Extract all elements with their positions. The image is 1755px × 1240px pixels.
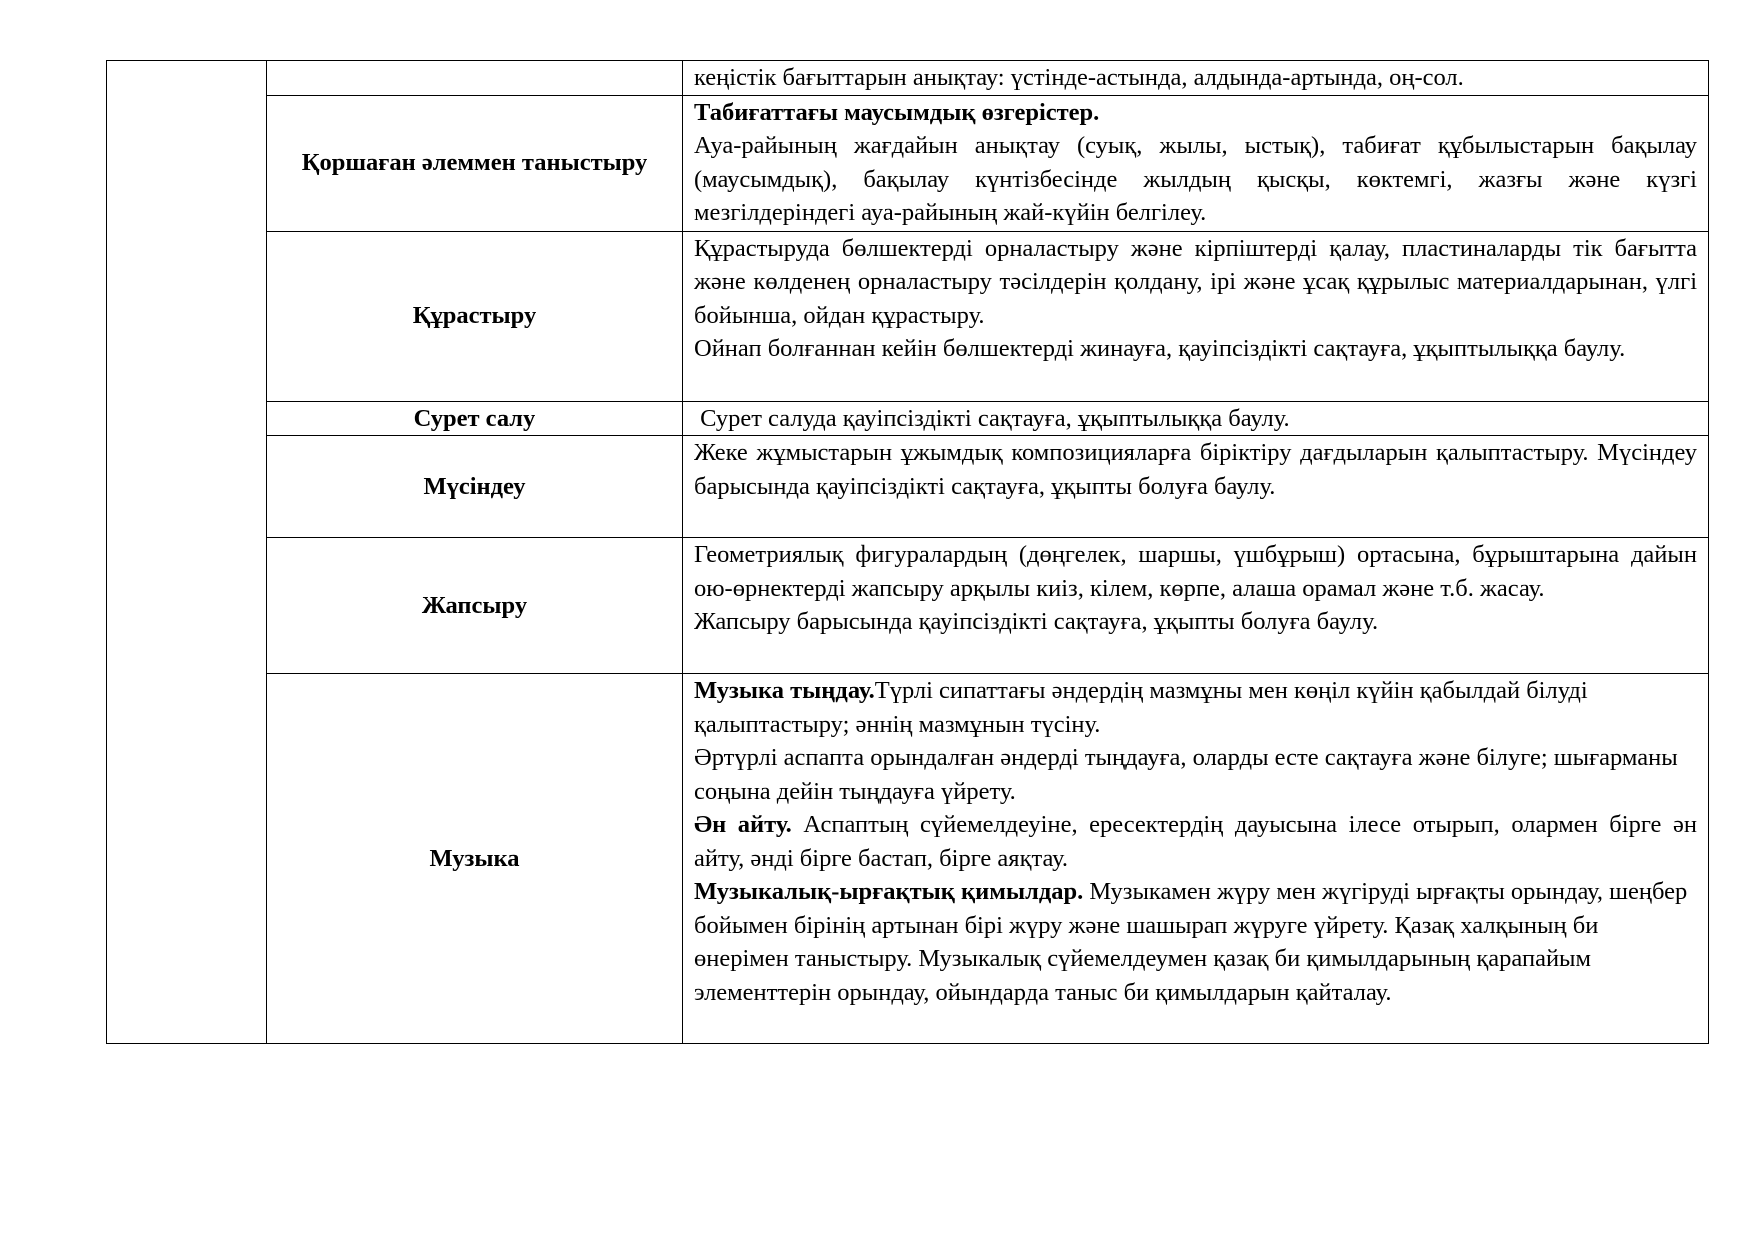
content-cell (683, 436, 1709, 538)
content-paragraph: Әртүрлі аспапта орындалған әндерді тыңдауға, оларды есте сақтауға және білуге; шығарманы соңына дейін тыңдауға үйрету. (694, 744, 1678, 805)
content-paragraph: Ауа-райының жағдайын анықтау (суық, жылы, ыстық), табиғат құбылыстарын бақылау (маусымдық), бақылау күнтізбесінде жылдың қысқы, көктемгі, жазғы және күзгі мезгілдеріндегі ауа-райының жай-күйін белгілеу. (694, 132, 1697, 226)
subject-cell: Музыка (267, 674, 683, 1044)
content-paragraph: Құрастыруда бөлшектерді орналастыру және кірпіштерді қалау, пластиналарды тік бағытта және көлденең орналастыру тәсілдерін қолдану, ірі және ұсақ құрылыс материалдарынан, үлгі бойынша, ойдан құрастыру. (694, 234, 1697, 329)
content-paragraph: кеңістік бағыттарын анықтау: үстінде-астында, алдында-артында, оң-сол. (694, 64, 1464, 91)
table-row (107, 231, 1709, 401)
content-cell (683, 231, 1709, 401)
first-column-cell (107, 61, 267, 1044)
content-cell (683, 61, 1709, 96)
subject-cell: Қоршаған әлеммен таныстыру (267, 95, 683, 231)
content-paragraph: Музыка тыңдау.Түрлі сипаттағы әндердің мазмұны мен көңіл күйін қабылдай білуді қалыптастыру; әннің мазмұнын түсіну. (694, 677, 1588, 738)
content-paragraph-heading: Табиғаттағы маусымдық өзгерістер. (694, 98, 1100, 126)
content-paragraph: Жапсыру барысында қауіпсіздікті сақтауға, ұқыпты болуға баулу. (694, 608, 1379, 635)
content-paragraph: Ән айту. Аспаптың сүйемелдеуіне, ересектердің дауысына ілесе отырып, олармен бірге ән айту, әнді бірге бастап, бірге аяқтау. (694, 811, 1697, 872)
content-paragraph: Геометриялық фигуралардың (дөңгелек, шаршы, үшбұрыш) ортасына, бұрыштарына дайын ою-өрнектерді жапсыру арқылы киіз, кілем, көрпе, алаша орамал және т.б. жасау. (694, 541, 1697, 602)
subject-cell: Құрастыру (267, 231, 683, 401)
content-paragraph: Музыкалық-ырғақтық қимылдар. Музыкамен жүру мен жүгіруді ырғақты орындау, шеңбер бойымен бірінің артынан бірі жүру және шашырап жүруге үйрету. Қазақ халқының би өнерімен таныстыру. Музыкалық сүйемелдеумен қазақ би қимылдарының қарапайым элементтерін орындау, ойындарда таныс би қимылдарын қайталау. (694, 878, 1688, 1006)
table-row (107, 674, 1709, 1044)
table-row (107, 538, 1709, 674)
subject-cell: Сурет салу (267, 401, 683, 436)
table-row (107, 61, 1709, 96)
table-row (107, 401, 1709, 436)
content-cell (683, 95, 1709, 231)
table-row (107, 436, 1709, 538)
subject-cell: Жапсыру (267, 538, 683, 674)
content-paragraph: Сурет салуда қауіпсіздікті сақтауға, ұқыптылыққа баулу. (694, 404, 1290, 432)
content-paragraph: Жеке жұмыстарын ұжымдық композицияларға біріктіру дағдыларын қалыптастыру. Мүсіндеу барысында қауіпсіздікті сақтауға, ұқыпты болуға баулу. (694, 439, 1697, 500)
subject-cell: Мүсіндеу (267, 436, 683, 538)
subject-cell (267, 61, 683, 96)
table-row (107, 95, 1709, 231)
curriculum-table (106, 60, 1709, 1044)
content-cell (683, 401, 1709, 436)
content-paragraph: Ойнап болғаннан кейін бөлшектерді жинауға, қауіпсіздікті сақтауға, ұқыптылыққа баулу. (694, 335, 1626, 362)
content-cell (683, 674, 1709, 1044)
content-cell (683, 538, 1709, 674)
